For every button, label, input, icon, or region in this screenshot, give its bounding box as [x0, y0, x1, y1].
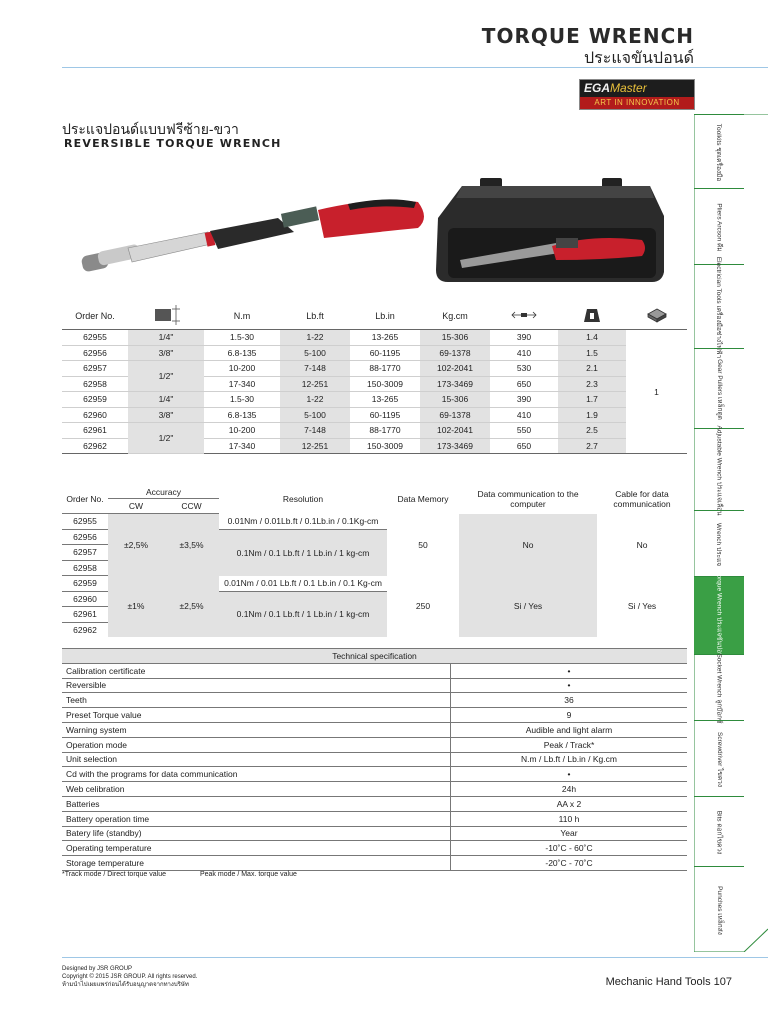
spec-value: Peak / Track*	[451, 737, 688, 752]
t2-col-memory: Data Memory	[397, 494, 449, 505]
footer-line1: Designed by JSR GROUP	[62, 966, 133, 972]
spec-row	[62, 856, 687, 871]
order-cell: 62958	[62, 376, 128, 392]
footer-line3: ห้ามนำไปเผยแพร่ก่อนได้รับอนุญาตจากทางบริษัท	[62, 982, 189, 988]
kgcm-cell: 69-1378	[420, 407, 490, 423]
weight-cell: 1.7	[558, 392, 626, 408]
spec-label: Warning system	[62, 722, 451, 737]
lbft-cell: 7-148	[280, 423, 350, 439]
lbft-cell: 5-100	[280, 345, 350, 361]
spec-row	[62, 737, 687, 752]
spec-label: Preset Torque value	[62, 708, 451, 723]
t2-col-ccw: CCW	[164, 499, 219, 514]
drive-cell: 3/8"	[128, 407, 204, 423]
spec-value: -20˚C - 70˚C	[451, 856, 688, 871]
order-cell: 62955	[62, 514, 108, 530]
spec-row	[62, 693, 687, 708]
spec-row	[62, 841, 687, 856]
nm-cell: 1.5-30	[204, 392, 280, 408]
t2-col-cw: CW	[108, 499, 164, 514]
lbin-cell: 88-1770	[350, 361, 420, 377]
spec-value: N.m / Lb.ft / Lb.in / Kg.cm	[451, 752, 688, 767]
spec-row	[62, 826, 687, 841]
page-subtitle: ประแจขันปอนด์	[584, 48, 694, 67]
spec-row	[62, 767, 687, 782]
nm-cell: 10-200	[204, 423, 280, 439]
logo-brand: EGA	[584, 81, 611, 95]
lbft-cell: 1-22	[280, 330, 350, 346]
spec-value: -10˚C - 60˚C	[451, 841, 688, 856]
col-lbin: Lb.in	[375, 311, 395, 321]
memory-cell: 250	[415, 601, 431, 612]
order-cell: 62961	[62, 607, 108, 623]
weight-icon	[583, 307, 601, 323]
lbin-cell: 150-3009	[350, 376, 420, 392]
spec-value: 9	[451, 708, 688, 723]
order-cell: 62959	[62, 576, 108, 592]
order-cell: 62960	[62, 591, 108, 607]
spec-label: Calibration certificate	[62, 663, 451, 678]
page-number: Mechanic Hand Tools 107	[605, 976, 732, 988]
table-row	[62, 576, 687, 592]
nm-cell: 6.8-135	[204, 345, 280, 361]
col-drive-icon	[128, 303, 204, 330]
box-icon	[646, 307, 668, 323]
note-track: *Track mode / Direct torque value	[62, 871, 167, 878]
spec-label: Web celibration	[62, 782, 451, 797]
sidebar-tab[interactable]	[694, 188, 744, 265]
lbft-cell: 7-148	[280, 361, 350, 377]
lbin-cell: 60-1195	[350, 345, 420, 361]
sidebar-tab-label: Socket Wrench ลูกบ๊อกซ์	[715, 652, 723, 724]
torque-wrench-image	[78, 188, 428, 288]
memory-cell: 50	[418, 539, 428, 550]
footer-line2: Copyright © 2015 JSR GROUP. All rights reserved.	[62, 974, 198, 980]
length-arrow-icon	[510, 310, 538, 320]
nm-cell: 17-340	[204, 376, 280, 392]
table-row	[62, 514, 687, 530]
col-nm: N.m	[233, 311, 251, 321]
sidebar-tab-label: Pliers Arcson คีม	[715, 202, 723, 252]
order-cell: 62962	[62, 438, 128, 454]
t2-col-order: Order No.	[66, 494, 104, 504]
section-title-th: ประแจปอนด์แบบฟรีซ้าย-ขวา	[62, 121, 239, 137]
kgcm-cell: 15-306	[420, 330, 490, 346]
table-row	[62, 392, 687, 408]
order-cell: 62962	[62, 622, 108, 637]
length-cell: 530	[490, 361, 558, 377]
spec-value: AA x 2	[451, 796, 688, 811]
nm-cell: 1.5-30	[204, 330, 280, 346]
sidebar-tab[interactable]	[694, 652, 744, 724]
spec-value: Year	[451, 826, 688, 841]
spec-row	[62, 782, 687, 797]
accuracy-cw-cell: ±1%	[108, 576, 164, 638]
weight-cell: 1.9	[558, 407, 626, 423]
table-row	[62, 330, 687, 346]
accuracy-cw-cell: ±2,5%	[108, 514, 164, 576]
weight-cell: 2.7	[558, 438, 626, 454]
kgcm-cell: 69-1378	[420, 345, 490, 361]
spec-row	[62, 678, 687, 693]
order-cell: 62958	[62, 560, 108, 576]
drive-cell: 1/2"	[128, 361, 204, 392]
spec-row	[62, 752, 687, 767]
nm-cell: 10-200	[204, 361, 280, 377]
spec-label: Batery life (standby)	[62, 826, 451, 841]
sidebar-tab-label: Adjustable Wrench ประแจเลื่อน	[715, 425, 723, 515]
spec-label: Batteries	[62, 796, 451, 811]
spec-label: Battery operation time	[62, 811, 451, 826]
lbft-cell: 5-100	[280, 407, 350, 423]
sidebar-tab[interactable]	[694, 796, 744, 867]
weight-cell: 2.1	[558, 361, 626, 377]
sidebar-tab-label: Torque Wrench ประแจขันปอนด์	[715, 570, 723, 662]
drive-cell: 1/4"	[128, 392, 204, 408]
spec-label: Unit selection	[62, 752, 451, 767]
spec-row	[62, 708, 687, 723]
nm-cell: 6.8-135	[204, 407, 280, 423]
sidebar-tab[interactable]	[694, 866, 744, 953]
spec-label: Storage temperature	[62, 856, 451, 871]
drive-cell: 1/4"	[128, 330, 204, 346]
length-cell: 650	[490, 438, 558, 454]
header-divider	[62, 67, 768, 68]
accuracy-ccw-cell: ±2,5%	[164, 576, 219, 638]
spec-value: •	[451, 767, 688, 782]
cable-cell: Si / Yes	[627, 601, 657, 612]
nm-cell: 17-340	[204, 438, 280, 454]
col-weight-icon	[558, 303, 626, 330]
comm-cell: No	[459, 514, 597, 576]
length-cell: 410	[490, 407, 558, 423]
order-cell: 62955	[62, 330, 128, 346]
drive-cell: 1/2"	[128, 423, 204, 454]
cable-cell: No	[636, 539, 648, 550]
footer-divider	[62, 957, 768, 958]
lbin-cell: 13-265	[350, 330, 420, 346]
square-drive-icon	[151, 303, 181, 327]
spec-label: Reversible	[62, 678, 451, 693]
spec-table	[62, 648, 687, 871]
sidebar-tab[interactable]	[694, 256, 744, 358]
col-kgcm: Kg.cm	[442, 311, 468, 321]
sidebar-tab[interactable]	[694, 720, 744, 797]
table-row	[62, 423, 687, 439]
sidebar-tab-label: Toolkits ชุดเครื่องมือ	[715, 123, 723, 181]
size-table	[62, 303, 687, 454]
weight-cell: 2.5	[558, 423, 626, 439]
drive-cell: 3/8"	[128, 345, 204, 361]
wrench-case-image	[432, 176, 672, 288]
spec-row	[62, 811, 687, 826]
sidebar-tab-label: Electrician Tools เครื่องมือช่างไฟฟ้า	[715, 256, 723, 358]
kgcm-cell: 102-2041	[420, 423, 490, 439]
length-cell: 410	[490, 345, 558, 361]
accuracy-ccw-cell: ±3,5%	[164, 514, 219, 576]
comm-cell: Si / Yes	[459, 576, 597, 638]
sidebar-tab[interactable]	[694, 348, 744, 429]
length-cell: 390	[490, 330, 558, 346]
resolution-fine-cell: 0.01Nm / 0.01Lb.ft / 0.1Lb.in / 0.1Kg-cm	[219, 514, 387, 530]
spec-value: 36	[451, 693, 688, 708]
lbin-cell: 88-1770	[350, 423, 420, 439]
sidebar-tab[interactable]	[694, 570, 744, 662]
lbin-cell: 150-3009	[350, 438, 420, 454]
sidebar-tab-label: Punches เหล็กส่ง	[715, 885, 723, 935]
sidebar-tab[interactable]	[694, 425, 744, 515]
kgcm-cell: 15-306	[420, 392, 490, 408]
sidebar-tab-label: Bits ดอกไขควง	[715, 810, 723, 854]
spec-value: 110 h	[451, 811, 688, 826]
spec-label: Operating temperature	[62, 841, 451, 856]
footnotes	[62, 871, 297, 878]
sidebar-tab-label: Gear Pullers เหล็กดูด	[715, 358, 723, 420]
logo-script: Master	[610, 81, 647, 95]
brand-logo	[579, 79, 695, 110]
lbin-cell: 13-265	[350, 392, 420, 408]
spec-value: •	[451, 663, 688, 678]
t2-col-cable: Cable for data communication	[613, 489, 671, 510]
table-row	[62, 345, 687, 361]
spec-value: Audible and light alarm	[451, 722, 688, 737]
length-cell: 390	[490, 392, 558, 408]
weight-cell: 1.5	[558, 345, 626, 361]
t2-col-comm: Data communication to the computer	[477, 489, 579, 510]
sidebar-tab-label: Wrench ประแจ	[715, 522, 723, 566]
spec-row	[62, 663, 687, 678]
order-cell: 62956	[62, 345, 128, 361]
footer-credits	[62, 965, 197, 989]
kgcm-cell: 173-3469	[420, 438, 490, 454]
t2-col-accuracy: Accuracy	[108, 485, 219, 499]
lbin-cell: 60-1195	[350, 407, 420, 423]
table-row	[62, 361, 687, 377]
order-cell: 62960	[62, 407, 128, 423]
resolution-coarse-cell: 0.1Nm / 0.1 Lb.ft / 1 Lb.in / 1 kg-cm	[219, 591, 387, 637]
spec-row	[62, 722, 687, 737]
kgcm-cell: 173-3469	[420, 376, 490, 392]
sidebar-tab[interactable]	[694, 114, 744, 189]
t2-col-resolution: Resolution	[282, 494, 324, 505]
lbft-cell: 12-251	[280, 376, 350, 392]
page-title: TORQUE WRENCH	[481, 24, 694, 48]
order-cell: 62957	[62, 361, 128, 377]
weight-cell: 2.3	[558, 376, 626, 392]
spec-label: Cd with the programs for data communication	[62, 767, 451, 782]
order-cell: 62961	[62, 423, 128, 439]
lbft-cell: 1-22	[280, 392, 350, 408]
col-lbft: Lb.ft	[306, 311, 324, 321]
category-sidebar	[694, 114, 744, 952]
note-peak: Peak mode / Max. torque value	[199, 871, 297, 878]
pack-cell: 1	[626, 330, 687, 454]
spec-label: Operation mode	[62, 737, 451, 752]
weight-cell: 1.4	[558, 330, 626, 346]
lbft-cell: 12-251	[280, 438, 350, 454]
spec-title: Technical specification	[62, 649, 687, 664]
section-title-en: REVERSIBLE TORQUE WRENCH	[64, 137, 282, 150]
sidebar-tab-label: Screwdriver ไขควง	[715, 731, 723, 787]
resolution-coarse-cell: 0.1Nm / 0.1 Lb.ft / 1 Lb.in / 1 kg-cm	[219, 529, 387, 576]
sidebar-tab[interactable]	[694, 510, 744, 577]
order-cell: 62957	[62, 545, 108, 561]
spec-value: •	[451, 678, 688, 693]
order-cell: 62959	[62, 392, 128, 408]
length-cell: 550	[490, 423, 558, 439]
resolution-fine-cell: 0.01Nm / 0.01 Lb.ft / 0.1 Lb.in / 0.1 Kg-cm	[219, 576, 387, 592]
table-row	[62, 407, 687, 423]
electronics-table	[62, 485, 687, 637]
col-length-icon	[490, 303, 558, 330]
length-cell: 650	[490, 376, 558, 392]
spec-row	[62, 796, 687, 811]
kgcm-cell: 102-2041	[420, 361, 490, 377]
col-pack-icon	[626, 303, 687, 330]
spec-label: Teeth	[62, 693, 451, 708]
col-order: Order No.	[75, 311, 115, 321]
logo-tagline: ART IN INNOVATION	[594, 98, 680, 107]
spec-value: 24h	[451, 782, 688, 797]
order-cell: 62956	[62, 529, 108, 545]
